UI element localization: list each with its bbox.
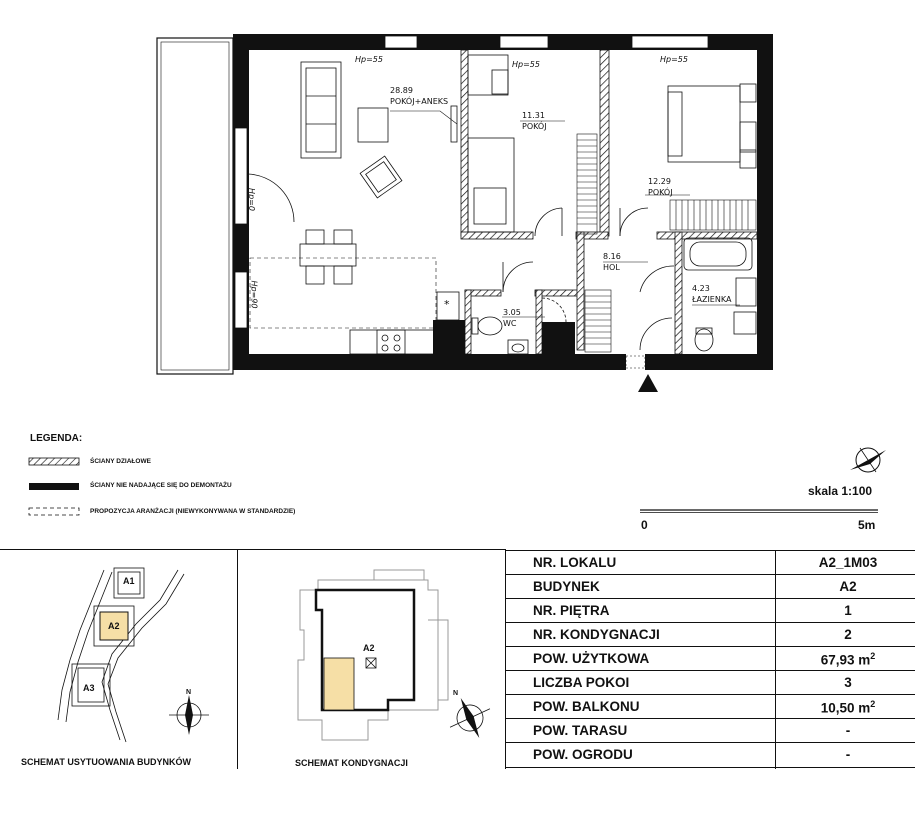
table-value: 1 bbox=[844, 603, 852, 618]
table-row bbox=[505, 574, 915, 599]
legend-item: ŚCIANY NIE NADAJĄCE SIĘ DO DEMONTAŻU bbox=[90, 482, 232, 489]
schema-building-label: A2 bbox=[363, 643, 375, 653]
table-key: LICZBA POKOI bbox=[533, 675, 630, 690]
table-value: - bbox=[845, 747, 851, 762]
star-marker: * bbox=[444, 298, 450, 311]
legend-item: PROPOZYCJA ARANŻACJI (NIEWYKONYWANA W STANDARDZIE) bbox=[90, 508, 296, 515]
table-value: A2_1M03 bbox=[818, 555, 878, 570]
table-value: 10,50 $m^2$ bbox=[820, 699, 876, 716]
legend-item: ŚCIANY DZIAŁOWE bbox=[90, 458, 151, 465]
table-row bbox=[505, 550, 915, 575]
legend-swatches bbox=[28, 456, 82, 518]
table-row bbox=[505, 742, 915, 768]
room-label-room2: 12.29 POKÓJ bbox=[648, 177, 673, 197]
hp-label: Hp=0 bbox=[246, 188, 256, 211]
table-row bbox=[505, 718, 915, 743]
scale-label: skala 1:100 bbox=[808, 484, 873, 498]
table-key: BUDYNEK bbox=[533, 579, 600, 594]
room-label-room1: 11.31 POKÓJ bbox=[522, 111, 547, 131]
hp-label: Hp=90 bbox=[249, 280, 259, 309]
site-plan bbox=[0, 560, 237, 750]
table-key: POW. TARASU bbox=[533, 723, 628, 738]
table-value: - bbox=[845, 723, 851, 738]
table-row bbox=[505, 598, 915, 623]
furniture bbox=[300, 55, 756, 354]
table-key: NR. PIĘTRA bbox=[533, 603, 610, 618]
table-value: A2 bbox=[839, 579, 857, 594]
north-label: N bbox=[186, 689, 192, 696]
building-a3-label: A3 bbox=[83, 683, 95, 693]
scale-end: 5m bbox=[858, 518, 876, 532]
building-a2-label: A2 bbox=[108, 621, 120, 631]
panel-divider bbox=[0, 549, 505, 550]
floor-schema-title: SCHEMAT KONDYGNACJI bbox=[295, 758, 408, 768]
hp-label: Hp=55 bbox=[660, 55, 688, 64]
building-a1-label: A1 bbox=[123, 576, 135, 586]
scale-start: 0 bbox=[641, 518, 648, 532]
table-value: 67,93 $m^2$ bbox=[820, 651, 876, 668]
table-key: POW. BALKONU bbox=[533, 699, 640, 714]
table-value: 3 bbox=[844, 675, 852, 690]
room-label-bathroom: 4.23 ŁAZIENKA bbox=[692, 284, 732, 304]
floor-schema bbox=[238, 560, 505, 750]
north-arrow-icon bbox=[846, 444, 890, 476]
site-plan-title: SCHEMAT USYTUOWANIA BUDYNKÓW bbox=[21, 757, 191, 767]
room-label-living: 28.89 POKÓJ+ANEKS bbox=[390, 86, 449, 106]
table-row bbox=[505, 670, 915, 695]
table-key: POW. UŻYTKOWA bbox=[533, 651, 650, 666]
entrance-arrow bbox=[638, 374, 658, 392]
table-row bbox=[505, 646, 915, 671]
table-key: NR. LOKALU bbox=[533, 555, 617, 570]
balcony bbox=[157, 38, 233, 374]
table-key: NR. KONDYGNACJI bbox=[533, 627, 660, 642]
room-label-hall: 8.16 HOL bbox=[603, 252, 621, 272]
north-label: N bbox=[453, 690, 459, 697]
table-key: POW. OGRODU bbox=[533, 747, 633, 762]
hp-label: Hp=55 bbox=[512, 60, 540, 69]
hp-label: Hp=55 bbox=[355, 55, 383, 64]
legend-title: LEGENDA: bbox=[30, 433, 83, 444]
table-row bbox=[505, 622, 915, 647]
scale-bar bbox=[640, 506, 880, 516]
table-row bbox=[505, 694, 915, 719]
table-value: 2 bbox=[844, 627, 852, 642]
room-label-wc: 3.05 WC bbox=[503, 308, 521, 328]
